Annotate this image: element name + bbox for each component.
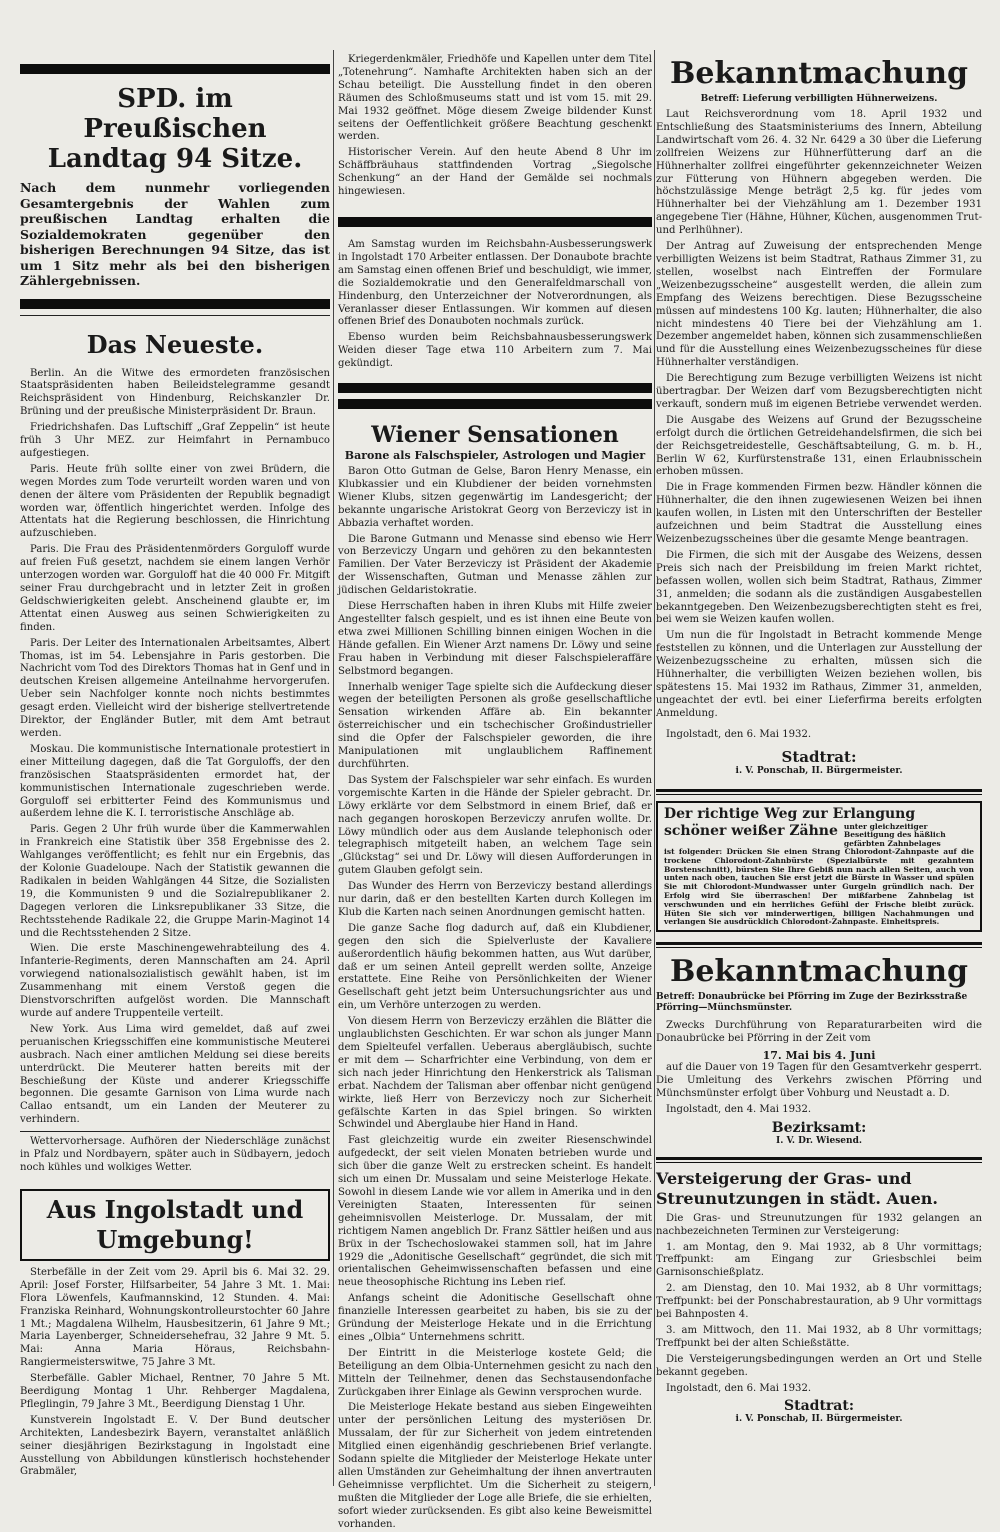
column-right xyxy=(656,0,982,1506)
bekanntmachung2-dates: 17. Mai bis 4. Juni xyxy=(762,1049,876,1063)
bekanntmachung-paragraph: Die in Frage kommenden Firmen bezw. Händler können die Hühnerhalter, die den ihnen zugewiesenen Weizen bei ihnen kaufen wollen, in Listen mit den Unterschriften der Besteller aufzeichnen und beim Stadtrat die Ausstellung eines Weizenbezugsscheines über die gesamte Menge beantragen. xyxy=(656,482,982,545)
bezirksamt-signature: Bezirksamt: xyxy=(771,1119,867,1136)
bekanntmachung-betreff: Betreff: Lieferung verbilligten Hühnerweizens. xyxy=(700,94,938,104)
versteigerung-headline: Versteigerung der Gras- und Streunutzungen in städt. Auen. xyxy=(656,1168,938,1208)
versteigerung-text: Die Gras- und Streunutzungen für 1932 gelangen an nachbezeichneten Terminen zur Versteigerung: xyxy=(656,1212,982,1237)
bekanntmachung2-text-2: auf die Dauer von 19 Tagen für den Gesamtverkehr gesperrt. Die Umleitung des Verkehrs zwischen Pförring und Münchsmünster erfolgt über Vohburg und Neustadt a. D. xyxy=(656,1062,982,1099)
news-item: Paris. Der Leiter des Internationalen Arbeitsamtes, Albert Thomas, ist im 54. Lebensjahre in Paris gestorben. Die Nachricht vom Tod des Direktors Thomas hat in Genf und in deutschen Kreisen allgemeine Anteilnahme hervorgerufen. Ueber sein Nachfolger konnte noch nichts bestimmtes gesagt erden. Vielleicht wird der bisherige stellvertretende Direktor, der Engländer Butler, mit dem Amt betraut werden. xyxy=(20,637,330,739)
article-continuation: Kriegerdenkmäler, Friedhöfe und Kapellen unter dem Titel „Totenehrung“. Namhafte Architekten haben sich an der Schau beteiligt. Die Ausstellung findet in den oberen Räumen des Schloßmuseums statt und ist vom 15. mit 29. Mai 1932 geöffnet. Möge diesem Zweige bildender Kunst seitens der Oeffentlichkeit größere Beachtung geschenkt werden. xyxy=(338,54,652,143)
wiener-paragraph: Die ganze Sache flog dadurch auf, daß ein Klubdiener, gegen den sich die Spielverluste der Kavaliere außerordentlich häufig bekommen hatten, aus Wut darüber, daß er um seinen Anteil geprellt werden sollte, Anzeige erstattete. Eine Reihe von Persönlichkeiten der Wiener Gesellschaft geht jetzt beim Untersuchungsrichter aus und ein, um Verhöre unterzogen zu werden. xyxy=(338,922,652,1012)
black-rule xyxy=(20,299,330,309)
versteigerung-text: 3. am Mittwoch, den 11. Mai 1932, ab 8 Uhr vormittags; Treffpunkt bei der alten Schießstätte. xyxy=(656,1324,982,1349)
column-left xyxy=(20,0,330,1506)
bekanntmachung2-date: Ingolstadt, den 4. Mai 1932. xyxy=(666,1103,812,1115)
signer-3: i. V. Ponschab, II. Bürgermeister. xyxy=(735,1414,903,1425)
bekanntmachung-headline-2: Bekanntmachung xyxy=(669,954,968,990)
news-item: New York. Aus Lima wird gemeldet, daß auf zwei peruanischen Kriegsschiffen eine kommunistische Meuterei ausbrach. Nach einer amtlichen Meldung sei diese bereits unterdrückt. Die Meuterer hatten bereits mit der Beschießung der Küste und anderer Kriegsschiffe begonnen. Die gesamte Garnison von Lima wurde nach Callao entsandt, um ein Landen der Meuterer zu verhindern. xyxy=(20,1023,330,1126)
black-rule xyxy=(338,399,652,409)
ingolstadt-headline: Aus Ingolstadt und Umgebung! xyxy=(46,1194,304,1254)
reichsbahn-article: Am Samstag wurden im Reichsbahn-Ausbesserungswerk in Ingolstadt 170 Arbeiter entlassen. Der Donaubote brachte am Samstag einen offenen Brief und beschuldigt, wie immer, die Sozialdemokratie und den Generalfeldmarschall von Hindenburg, den Unterzeichner der Notverordnungen, als Veranlasser dieser Entlassungen. Wir kommen auf diesen offenen Brief des Donauboten nochmals zurück. xyxy=(338,238,652,328)
ad-body: ist folgender: Drücken Sie einen Strang Chlorodont-Zahnpaste auf die trockene Chlorodont-Zahnbürste (Spezialbürste mit gezahntem Borstenschnitt), bürsten Sie Ihre Gebiß nun nach allen Seiten, auch von unten nach oben, tauchen Sie erst jetzt die Bürste in Wasser und spülen Sie mit Chlorodont-Mundwasser unter Gurgeln gründlich nach. Der Erfolg wird Sie überraschen! Der mißfarbene Zahnbelag ist verschwunden und ein herrliches Gefühl der Frische bleibt zurück. Hüten Sie sich vor minderwertigen, billigen Nachahmungen und verlangen Sie ausdrücklich Chlorodont-Zahnpaste. Einheitspreis. xyxy=(664,847,974,927)
chlorodont-ad xyxy=(656,801,982,933)
black-rule xyxy=(20,64,330,74)
reichsbahn-weiden: Ebenso wurden beim Reichsbahnausbesserungswerk Weiden dieser Tage etwa 110 Arbeitern zum 7. Mai gekündigt. xyxy=(338,332,652,370)
bekanntmachung-paragraph: Die Firmen, die sich mit der Ausgabe des Weizens, dessen Preis sich nach der Preisbildung im freien Markt richtet, befassen wollen, wollen sich beim Stadtrat, Rathaus, Zimmer 31, anmelden; die sodann als die zuständigen Ausgabestellen bekanntgegeben. Den Weizenbezugsberechtigten steht es frei, bei wem sie Weizen kaufen wollen. xyxy=(656,549,982,626)
wiener-paragraph: Baron Otto Gutman de Gelse, Baron Henry Menasse, ein Klubkassier und ein Klubdiener der beiden vornehmsten Wiener Klubs, sitzen gegenwärtig im Landesgericht; der bekannte ungarische Aristokrat Georg von Berzeviczy ist in Abbazia verhaftet worden. xyxy=(338,466,652,529)
versteigerung-text: 1. am Montag, den 9. Mai 1932, ab 8 Uhr vormittags; Treffpunkt: am Eingang zur Griesbschlei beim Garnisonschießplatz. xyxy=(656,1241,982,1279)
versteigerung-date: Ingolstadt, den 6. Mai 1932. xyxy=(666,1382,812,1394)
wiener-paragraph: Die Barone Gutmann und Menasse sind ebenso wie Herr von Berzeviczy Ungarn und gehören zu den bekanntesten Familien. Der Vater Berzeviczy ist Präsident der Akademie der Wissenschaften, Gutman und Menasse zählen zur jüdischen Geldaristokratie. xyxy=(338,533,652,597)
historischer-verein: Historischer Verein. Auf den heute Abend 8 Uhr im Schäffbräuhaus stattfindenden Vortrag „Siegolsche Schenkung“ an der Hand der Gemälde sei nochmals hingewiesen. xyxy=(338,147,652,198)
bekanntmachung-headline: Bekanntmachung xyxy=(669,56,968,91)
bekanntmachung-paragraph: Laut Reichsverordnung vom 18. April 1932 und Entschließung des Staatsministeriums des Innern, Abteilung Landwirtschaft vom 26. 4. 32 Nr. 6429 a 30 über die Lieferung zollfreien Weizens zur Hühnerfütterung darf an die Hühnerhalter zollfrei eingeführter gekennzeichneter Weizen zur Fütterung von Hühnern abgegeben werden. Die höchstzulässige Menge beträgt 2,5 kg. für jedes vom Hühnerhalter bei der Viehzählung am 1. Dezember 1931 angegebene Tier (Hähne, Hühner, Küchen, ausgenommen Trut- und Perlhühner). xyxy=(656,109,982,237)
signer-2: I. V. Dr. Wiesend. xyxy=(776,1135,862,1146)
news-item: Moskau. Die kommunistische Internationale protestiert in einer Mitteilung dagegen, daß die Tat Gorguloffs, der den französischen Staatspräsidenten ermordet hat, der kommunistischen Internationale zugeschrieben werde. Gorguloff sei erbitterter Feind des Kommunismus und außerdem lehne die K. I. terroristische Anschläge ab. xyxy=(20,743,330,820)
bekanntmachung-paragraph: Die Berechtigung zum Bezuge verbilligten Weizens ist nicht übertragbar. Der Weizen darf vom Bezugsberechtigten nicht verkauft, sondern muß im eigenen Betriebe verwendet werden. xyxy=(656,373,982,410)
black-rule xyxy=(338,383,652,393)
spd-headline: SPD. im Preußischen Landtag 94 Sitze. xyxy=(47,84,303,174)
bekanntmachung-betreff-2: Betreff: Donaubrücke bei Pförring im Zuge der Bezirksstraße Pförring—Münchsmünster. xyxy=(656,992,968,1014)
news-item: Paris. Heute früh sollte einer von zwei Brüdern, die wegen Mordes zum Tode verurteilt worden waren und von denen der ältere vom Präsidenten der Republik begnadigt worden war, öffentlich hingerichtet werden. Infolge des Attentats hat die Regierung beschlossen, die Hinrichtung aufzuschieben. xyxy=(20,463,330,540)
bekanntmachung-paragraph: Um nun die für Ingolstadt in Betracht kommende Menge feststellen zu können, und die Unterlagen zur Ausstellung der Weizenbezugsscheine zu erhalten, müssen sich die Hühnerhalter, die verbilligten Weizen beziehen wollen, bis spätestens 15. Mai 1932 im Rathaus, Zimmer 31, anmelden, ungeachtet der evtl. bei einer Lieferfirma bereits erfolgten Anmeldung. xyxy=(656,630,982,719)
local-item: Sterbefälle in der Zeit vom 29. April bis 6. Mai 32. 29. April: Josef Forster, Hilfsarbeiter, 54 Jahre 3 Mt. 1. Mai: Flora Löwenfels, Kaufmannskind, 12 Stunden. 4. Mai: Franziska Reinhard, Wohnungskontrolleurstochter 60 Jahre 1 Mt.; Magdalena Wilhelm, Hausbesitzerin, 61 Jahre 9 Mt.; Maria Layenberger, Schneidersehefrau, 32 Jahre 9 Mt. 5. Mai: Anna Maria Höraus, Reichsbahn-Rangiermeisterswitwe, 75 Jahre 3 Mt. xyxy=(20,1266,330,1369)
column-divider xyxy=(654,50,655,1486)
double-rule xyxy=(656,1157,982,1163)
stadtrat-signature-2: Stadtrat: xyxy=(784,1398,854,1415)
column-divider xyxy=(333,50,334,1486)
wiener-paragraph: Anfangs scheint die Adonitische Gesellschaft ohne finanzielle Interessen gearbeitet zu haben, bis sie zu der Gründung der Meisterloge Hekate und in die Errichtung eines „Olbia“ Unternehmens schritt. xyxy=(338,1293,652,1343)
news-item: Wien. Die erste Maschinengewehrabteilung des 4. Infanterie-Regiments, deren Mannschaften am 24. April vorwiegend nationalsozialistisch gewählt haben, ist im Zusammenhang mit einem Verstoß gegen die Dienstvorschriften aufgelöst worden. Die Mannschaft wurde auf andere Truppenteile verteilt. xyxy=(20,943,330,1019)
signer: i. V. Ponschab, II. Bürgermeister. xyxy=(735,765,903,776)
wiener-paragraph: Diese Herrschaften haben in ihren Klubs mit Hilfe zweier Angestellter falsch gespielt, und es ist ihnen eine Beute von etwa zwei Millionen Schilling binnen einigen Wochen in die Hände gefallen. Ein Wiener Arzt namens Dr. Löwy und seine Frau haben in Verbindung mit dieser Falschspieleraffäre Selbstmord begangen. xyxy=(338,601,652,677)
news-item: Friedrichshafen. Das Luftschiff „Graf Zeppelin“ ist heute früh 3 Uhr MEZ. zur Heimfahrt in Pernambuco aufgestiegen. xyxy=(20,422,330,459)
ad-title-1: Der richtige Weg zur Erlangung xyxy=(664,805,916,822)
bekanntmachung-paragraph: Der Antrag auf Zuweisung der entsprechenden Menge verbilligten Weizens ist beim Stadtrat, Rathaus Zimmer 31, zu stellen, woselbst nach Eintreffen der Formulare „Weizenbezugsscheine“ ausgestellt werden, die allein zum Empfang des Weizens berechtigen. Diese Bezugsscheine müssen auf mindestens 100 Kg. lauten; Hühnerhalter, die also nicht mindestens 40 Tiere bei der Viehzählung am 1. Dezember angemeldet haben, können sich zusammenschließen und für die Ausstellung eines Weizenbezugsscheines für diese Hühnerhalter verständigen. xyxy=(656,241,982,369)
black-rule xyxy=(338,217,652,227)
double-rule xyxy=(656,942,982,948)
wiener-paragraph: Von diesem Herrn von Berzeviczy erzählen die Blätter die unglaublichsten Geschichten. Er war schon als junger Mann dem Spielteufel verfallen. Ueberaus abergläubisch, suchte er mit dem — Scharfrichter eine Verbindung, von dem er sich nach jeder Hinrichtung den Henkerstrick als Talisman erbat. Nachdem der Talisman aber offenbar nicht genügend wirkte, ließ Herr von Berzeviczy noch zur Sicherheit gefälschte Karten in das Spiel bringen. So wirkten Schwindel und Aberglaube hier Hand in Hand. xyxy=(338,1016,652,1131)
wiener-paragraph: Innerhalb weniger Tage spielte sich die Aufdeckung dieser wegen der beteiligten Personen als große gesellschaftliche Sensation wirkenden Affäre ab. Ein bekannter österreichischer und ein tschechischer Großindustrieller sind die Opfer der Falschspieler geworden, die ihre Manipulationen mit unglaublichem Raffinement durchführten. xyxy=(338,681,652,770)
wiener-paragraph: Der Eintritt in die Meisterloge kostete Geld; die Beteiligung an dem Olbia-Unternehmen gesicht zu nach den Mitteln der Teilnehmer, denen das Sechstausendonfache Zurückgaben ihrer Einlage als Gewinn versprochen wurde. xyxy=(338,1347,652,1398)
news-item: Berlin. An die Witwe des ermordeten französischen Staatspräsidenten haben Beileidstelegramme gesandt Reichspräsident von Hindenburg, Reichskanzler Dr. Brüning und der preußische Ministerpräsident Dr. Braun. xyxy=(20,367,330,418)
bekanntmachung2-text: Zwecks Durchführung von Reparaturarbeiten wird die Donaubrücke bei Pförring in der Zeit vom xyxy=(656,1020,982,1045)
news-item: Paris. Die Frau des Präsidentenmörders Gorguloff wurde auf freien Fuß gesetzt, nachdem sie einem langen Verhör unterzogen worden war. Gorguloff hat die 40 000 Fr. Mitgift seiner Frau durchgebracht und in letzter Zeit in großen Geldschwierigkeiten gelebt. Anscheinend glaubte er, im Attentat einen Ausweg aus seinen Schwierigkeiten zu finden. xyxy=(20,544,330,633)
neueste-headline: Das Neueste. xyxy=(86,329,264,359)
versteigerung-text: Die Versteigerungsbedingungen werden an Ort und Stelle bekannt gegeben. xyxy=(656,1353,982,1378)
wiener-subheadline: Barone als Falschspieler, Astrologen und Magier xyxy=(344,449,646,463)
ingolstadt-box xyxy=(20,1189,330,1261)
news-list xyxy=(20,368,330,1128)
ad-title-2: schöner weißer Zähne xyxy=(664,822,838,839)
news-item: Paris. Gegen 2 Uhr früh wurde über die Kammerwahlen in Frankreich eine Statistik über 358 Ergebnisse des 2. Wahlganges veröffentlicht; es fehlt nur ein Ergebnis, das der Kolonie Guadeloupe. Nach der Statistik gewannen die Radikalen in beiden Wahlgängen 44 Sitze, die Sozialisten 19, die Kommunisten 9 und die Sozialrepublikaner 2. Dagegen verloren die Linksrepublikaner 33 Sitze, die Rechtsstehende Radikale 22, die Gruppe Marin-Maginot 14 und die Rechtsstehenden 2 Sitze. xyxy=(20,824,330,939)
wiener-headline: Wiener Sensationen xyxy=(371,422,619,449)
local-item: Kunstverein Ingolstadt E. V. Der Bund deutscher Architekten, Landesbezirk Bayern, veranstaltet anläßlich seiner diesjährigen Bezirkstagung in Ingolstadt eine Ausstellung von Abbildungen künstlerisch hochstehender Grabmäler, xyxy=(20,1414,330,1478)
thin-rule xyxy=(20,315,330,316)
local-item: Sterbefälle. Gabler Michael, Rentner, 70 Jahre 5 Mt. Beerdigung Montag 1 Uhr. Rehberger Magdalena, Pfleglingin, 79 Jahre 3 Mt., Beerdigung Dienstag 1 Uhr. xyxy=(20,1373,330,1410)
wiener-paragraph: Fast gleichzeitig wurde ein zweiter Riesenschwindel aufgedeckt, der seit vielen Monaten betrieben wurde und sich über die ganze Welt zu erstrecken scheint. Es handelt sich um einen Dr. Mussalam und seine Meisterloge Hekate. Sowohl in diesem Lande wie vor allem in Amerika und in den Vereinigten Staaten, Interessenten für seinen geheimnisvollen Meisterloge. Dr. Mussalam, der mit richtigem Namen angeblich Dr. Franz Sättler heißen und aus Brüx in der Tschechoslowakei stammen soll, hat im Jahre 1929 die „Adonitische Gesellschaft“ gegründet, die sich mit orientalischen Geheimwissenschaften befassen und eine neue theosophische Richtung ins Leben rief. xyxy=(338,1135,652,1289)
wiener-paragraph: Das Wunder des Herrn von Berzeviczy bestand allerdings nur darin, daß er den bestellten Karten durch Kollegen im Klub die Karten nach seinen Anordnungen gemischt hatten. xyxy=(338,881,652,918)
ad-side-text: unter gleichzeitiger Beseitigung des häßlich gefärbten Zahnbelages xyxy=(843,821,946,848)
versteigerung-text: 2. am Dienstag, den 10. Mai 1932, ab 8 Uhr vormittags; Treffpunkt: bei der Ponschabrestauration, ab 9 Uhr vormittags bei Bahnposten 4. xyxy=(656,1283,982,1321)
column-middle xyxy=(338,0,652,1530)
stadtrat-signature: Stadtrat: xyxy=(781,747,857,766)
spd-lead: Nach dem nunmehr vorliegenden Gesamtergebnis der Wahlen zum preußischen Landtag erhalten die Sozialdemokraten gegenüber den bisherigen Berechnungen 94 Sitze, das ist um 1 Sitz mehr als bei den bisherigen Zählergebnissen. xyxy=(20,180,330,288)
double-rule xyxy=(656,789,982,795)
wiener-paragraph: Das System der Falschspieler war sehr einfach. Es wurden vorgemischte Karten in die Hände der Spieler gebracht. Dr. Löwy erklärte vor dem Selbstmord in einem Brief, daß er nach gegangen horoskopen Berzeviczy anrufen wollte. Dr. Löwy mündlich oder aus dem Auslande telephonisch oder telegraphisch mitgeteilt haben, an welchem Tage sein „Glückstag“ sei und Dr. Löwy will diesen Aufforderungen in gutem Glauben gefolgt sein. xyxy=(338,774,652,877)
thin-rule xyxy=(20,1131,330,1132)
wiener-paragraph: Die Meisterloge Hekate bestand aus sieben Eingeweihten unter der persönlichen Leitung des mysteriösen Dr. Mussalam, der für zur Sicherheit von jedem eintretenden Mitglied einen eigenhändig geschriebenen Brief verlangte. Sodann spielte die Mitglieder der Meisterloge Hekate unter allen Umständen zur Geheimhaltung der ihnen anvertrauten Geheimnisse verpflichtet. Um die Sicherheit zu steigern, mußten die Mitglieder der Loge alle Briefe, die sie erhielten, sofort wieder zurücksenden. Es gibt also keine Beweismittel vorhanden. xyxy=(338,1402,652,1530)
weather-forecast: Wettervorhersage. Aufhören der Niederschläge zunächst in Pfalz und Nordbayern, später auch in Südbayern, jedoch noch kühles und wolkiges Wetter. xyxy=(20,1136,330,1173)
bekanntmachung-paragraph: Die Ausgabe des Weizens auf Grund der Bezugsscheine erfolgt durch die örtlichen Getreidehandelsfirmen, die sich bei der Reichsgetreidestelle, Geschäftsabteilung, G. m. b. H., Berlin W 62, Kurfürstenstraße 131, einen Erlaubnisschein erhoben müssen. xyxy=(656,414,982,478)
bekanntmachung-date: Ingolstadt, den 6. Mai 1932. xyxy=(666,728,812,740)
